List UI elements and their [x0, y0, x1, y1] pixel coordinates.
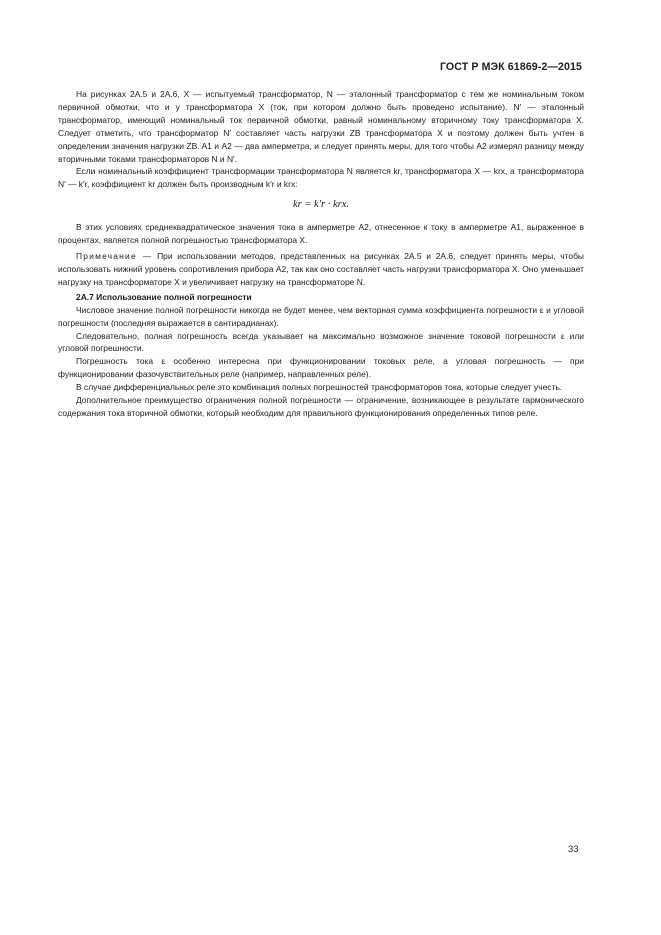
paragraph-ratio-definition: Если номинальный коэффициент трансформации трансформатора N является kr, трансформатора X — krx, а трансформатора N′ — k′r, коэффициент kr должен быть производным k′r и krx: [58, 166, 584, 190]
note-paragraph [58, 250, 584, 289]
note-label: Примечание — [76, 251, 153, 262]
paragraph-additional-advantage: Дополнительное преимущество ограничения полной погрешности — ограничение, возникающее в результате гармонического содержания тока вторичной обмотки, который необходим для правильного функционирования определенных типов реле. [58, 395, 584, 418]
ratio-formula: kr = k′r · krx. [292, 199, 350, 211]
paragraph-differential-relays: В случае дифференциальных реле это комбинация полных погрешностей трансформаторов тока, которые следует учесть. [76, 382, 563, 393]
page-number: 33 [568, 844, 579, 855]
paragraph-ammeter-condition: В этих условиях среднеквадратическое значения тока в амперметре A2, отнесенное к току в амперметре A1, выраженное в процентах, является полной погрешностью трансформатора X. [58, 222, 584, 246]
standard-code-header: ГОСТ Р МЭК 61869-2—2015 [439, 61, 582, 73]
paragraph-current-error: Погрешность тока ε особенно интересна при функционировании токовых реле, а угловая погрешность — при функционировании фазочувствительных реле (например, направленных реле). [58, 356, 584, 380]
note-text: При использовании методов, представленных на рисунках 2А.5 и 2А.6, следует принять меры, чтобы использовать нижний уровень сопротивления прибора A2, так как оно составляет часть нагрузки трансформатора X. Оно уменьшает нагрузку на трансформаторе X и увеличивает нагрузку на трансформаторе N. [58, 251, 584, 287]
paragraph-figures-description: На рисунках 2А.5 и 2А.6, X — испытуемый трансформатор, N — эталонный трансформатор с тем же номинальным током первичной обмотки, что и у трансформатора X (ток, при котором должно быть проведено испытание). N′ — эталонный трансформатор, имеющий номинальный ток первичной обмотки, равный номинальному вторичному току трансформатора X. Следует отметить, что трансформатор N′ составляет часть нагрузки ZB трансформатора X и поэтому должен быть учтен в определении значения нагрузки ZB. A1 и A2 — два амперметра, и следует принять меры, для того чтобы A2 измерял разницу между вторичными токами трансформаторов N и N′. [58, 89, 584, 164]
document-body [58, 88, 584, 420]
paragraph-vector-sum: Числовое значение полной погрешности никогда не будет менее, чем векторная сумма коэффициента погрешности ε и угловой погрешности (последняя выражается в сантирадианах). [58, 304, 584, 328]
paragraph-max-error: Следовательно, полная погрешность всегда указывает на максимально возможное значение токовой погрешности ε или угловой погрешности. [58, 330, 584, 354]
section-heading: 2А.7 Использование полной погрешности [76, 291, 252, 302]
